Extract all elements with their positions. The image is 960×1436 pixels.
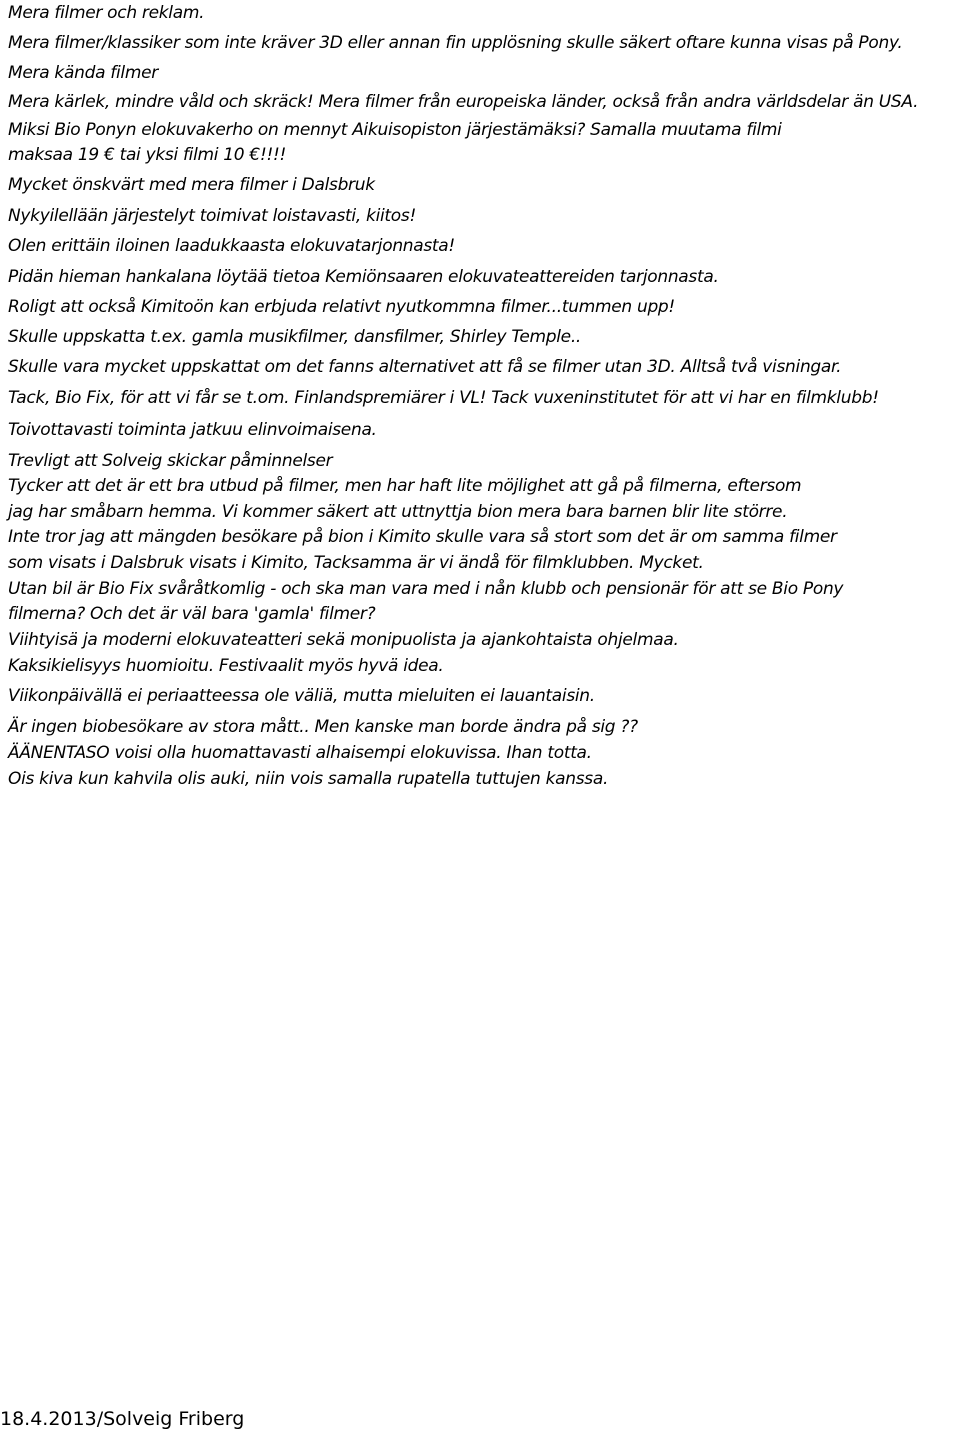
comment-line: filmerna? Och det är väl bara 'gamla' filmer? bbox=[8, 604, 376, 624]
comment-line: Viihtyisä ja moderni elokuvateatteri sekä monipuolista ja ajankohtaista ohjelmaa. bbox=[8, 630, 679, 650]
comment-line: Viikonpäivällä ei periaatteessa ole väliä, mutta mieluiten ei lauantaisin. bbox=[8, 686, 595, 706]
author-date-footer: 18.4.2013/Solveig Friberg bbox=[0, 1408, 245, 1430]
comment-line: Mycket önskvärt med mera filmer i Dalsbruk bbox=[8, 175, 375, 195]
comment-line: Kaksikielisyys huomioitu. Festivaalit myös hyvä idea. bbox=[8, 656, 444, 676]
comment-line: ÄÄNENTASO voisi olla huomattavasti alhaisempi elokuvissa. Ihan totta. bbox=[8, 743, 592, 763]
comment-line: Nykyilellään järjestelyt toimivat loistavasti, kiitos! bbox=[8, 206, 416, 226]
comment-line: maksaa 19 € tai yksi filmi 10 €!!!! bbox=[8, 145, 287, 165]
comment-line: Inte tror jag att mängden besökare på bion i Kimito skulle vara så stort som det är om samma filmer bbox=[8, 527, 837, 547]
comment-line: Pidän hieman hankalana löytää tietoa Kemiönsaaren elokuvateattereiden tarjonnasta. bbox=[8, 267, 719, 287]
comment-line: Mera kärlek, mindre våld och skräck! Mera filmer från europeiska länder, också från andra världsdelar än USA. bbox=[8, 92, 919, 112]
comment-line: Olen erittäin iloinen laadukkaasta elokuvatarjonnasta! bbox=[8, 236, 455, 256]
comment-line: Mera filmer/klassiker som inte kräver 3D eller annan fin upplösning skulle säkert oftare kunna visas på Pony. bbox=[8, 33, 903, 53]
comment-line: Mera filmer och reklam. bbox=[8, 3, 205, 23]
comment-line: Skulle uppskatta t.ex. gamla musikfilmer, dansfilmer, Shirley Temple.. bbox=[8, 327, 582, 347]
comment-line: Trevligt att Solveig skickar påminnelser bbox=[8, 451, 333, 471]
comment-line: Utan bil är Bio Fix svåråtkomlig - och ska man vara med i nån klubb och pensionär för att se Bio Pony bbox=[8, 579, 844, 599]
comment-line: Är ingen biobesökare av stora mått.. Men kanske man borde ändra på sig ?? bbox=[8, 717, 638, 737]
comment-line: jag har småbarn hemma. Vi kommer säkert att uttnyttja bion mera bara barnen blir lite större. bbox=[8, 502, 788, 522]
comment-line: Skulle vara mycket uppskattat om det fanns alternativet att få se filmer utan 3D. Alltså två visningar. bbox=[8, 357, 842, 377]
comment-line: Miksi Bio Ponyn elokuvakerho on mennyt Aikuisopiston järjestämäksi? Samalla muutama filmi bbox=[8, 120, 782, 140]
comment-line: Tack, Bio Fix, för att vi får se t.om. Finlandspremiärer i VL! Tack vuxeninstitutet för att vi har en filmklubb! bbox=[8, 388, 879, 408]
comment-line: Roligt att också Kimitoön kan erbjuda relativt nyutkommna filmer...tummen upp! bbox=[8, 297, 675, 317]
comment-line: Toivottavasti toiminta jatkuu elinvoimaisena. bbox=[8, 420, 377, 440]
comment-line: Mera kända filmer bbox=[8, 63, 158, 83]
comment-line: som visats i Dalsbruk visats i Kimito, Tacksamma är vi ändå för filmklubben. Mycket. bbox=[8, 553, 704, 573]
comment-line: Tycker att det är ett bra utbud på filmer, men har haft lite möjlighet att gå på filmerna, eftersom bbox=[8, 476, 802, 496]
comment-line: Ois kiva kun kahvila olis auki, niin vois samalla rupatella tuttujen kanssa. bbox=[8, 769, 609, 789]
